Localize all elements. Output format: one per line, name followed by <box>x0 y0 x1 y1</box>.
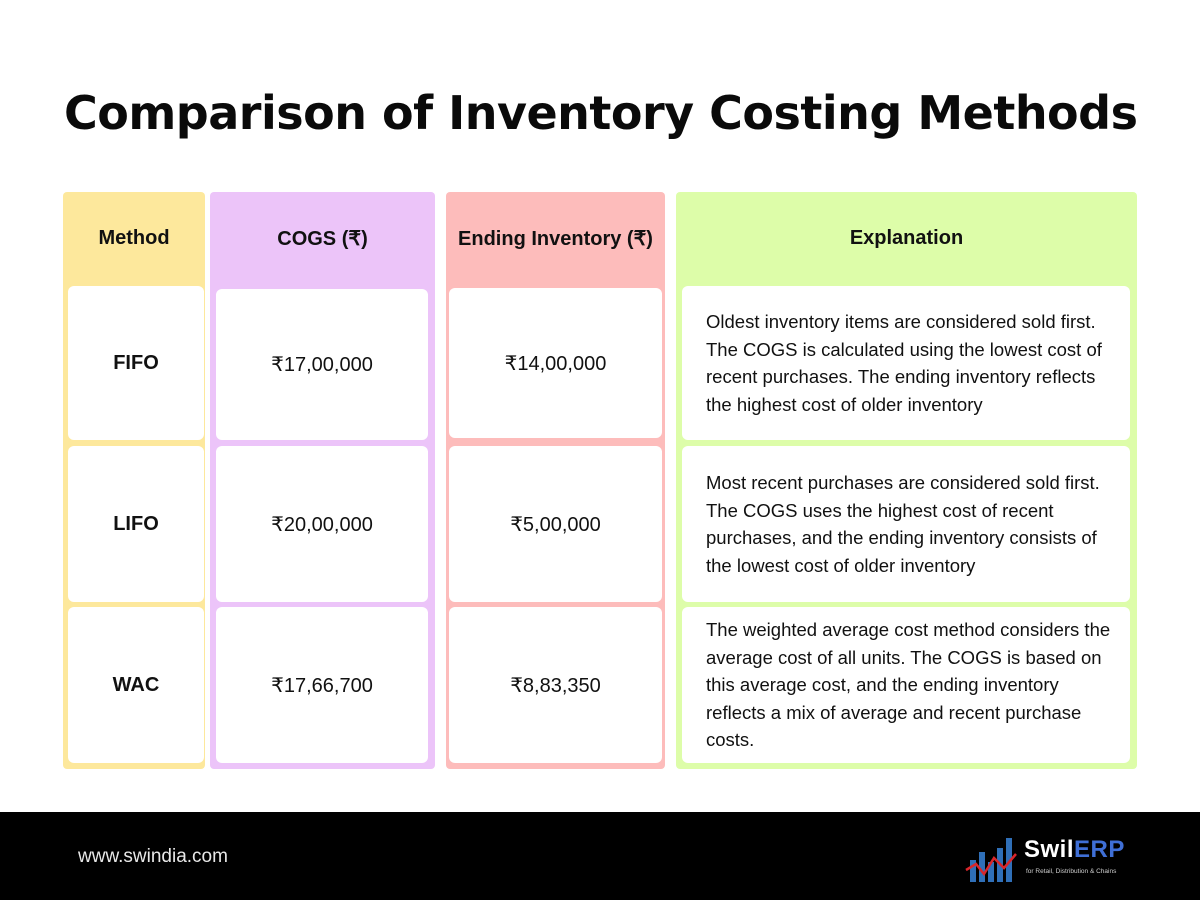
cogs-cell-wac: ₹17,66,700 <box>216 607 428 763</box>
explanation-cell-wac: The weighted average cost method considers the average cost of all units. The COGS is based on this average cost, and the ending inventory reflects a mix of average and recent purchase costs. <box>682 607 1130 763</box>
explanation-header: Explanation <box>849 226 964 249</box>
explanation-cell-lifo: Most recent purchases are considered sold first. The COGS uses the highest cost of recent purchases, and the ending inventory consists of the lowest cost of older inventory <box>682 446 1130 602</box>
cogs-header: COGS (₹) <box>277 227 368 250</box>
method-cell-fifo: FIFO <box>68 286 204 440</box>
method-header: Method <box>98 226 170 249</box>
cogs-cell-fifo: ₹17,00,000 <box>216 289 428 440</box>
ending-cell-fifo: ₹14,00,000 <box>449 288 662 438</box>
swilerp-logo <box>964 830 1144 888</box>
bar-chart-icon <box>964 834 1022 884</box>
method-cell-wac: WAC <box>68 607 204 763</box>
footer-bar <box>0 812 1200 900</box>
cogs-cell-lifo: ₹20,00,000 <box>216 446 428 602</box>
ending-inventory-column <box>446 192 665 769</box>
page-title: Comparison of Inventory Costing Methods <box>64 86 1138 140</box>
logo-tagline: for Retail, Distribution & Chains <box>1026 868 1117 875</box>
explanation-cell-fifo: Oldest inventory items are considered sold first. The COGS is calculated using the lowest cost of recent purchases. The ending inventory reflects the highest cost of older inventory <box>682 286 1130 440</box>
cogs-column <box>210 192 435 769</box>
ending-inventory-header: Ending Inventory (₹) <box>458 227 653 250</box>
logo-wordmark: SwilERP <box>1024 836 1125 863</box>
ending-cell-wac: ₹8,83,350 <box>449 607 662 763</box>
ending-cell-lifo: ₹5,00,000 <box>449 446 662 602</box>
method-cell-lifo: LIFO <box>68 446 204 602</box>
method-column <box>63 192 205 769</box>
website-link[interactable]: www.swindia.com <box>78 846 228 867</box>
explanation-column <box>676 192 1137 769</box>
